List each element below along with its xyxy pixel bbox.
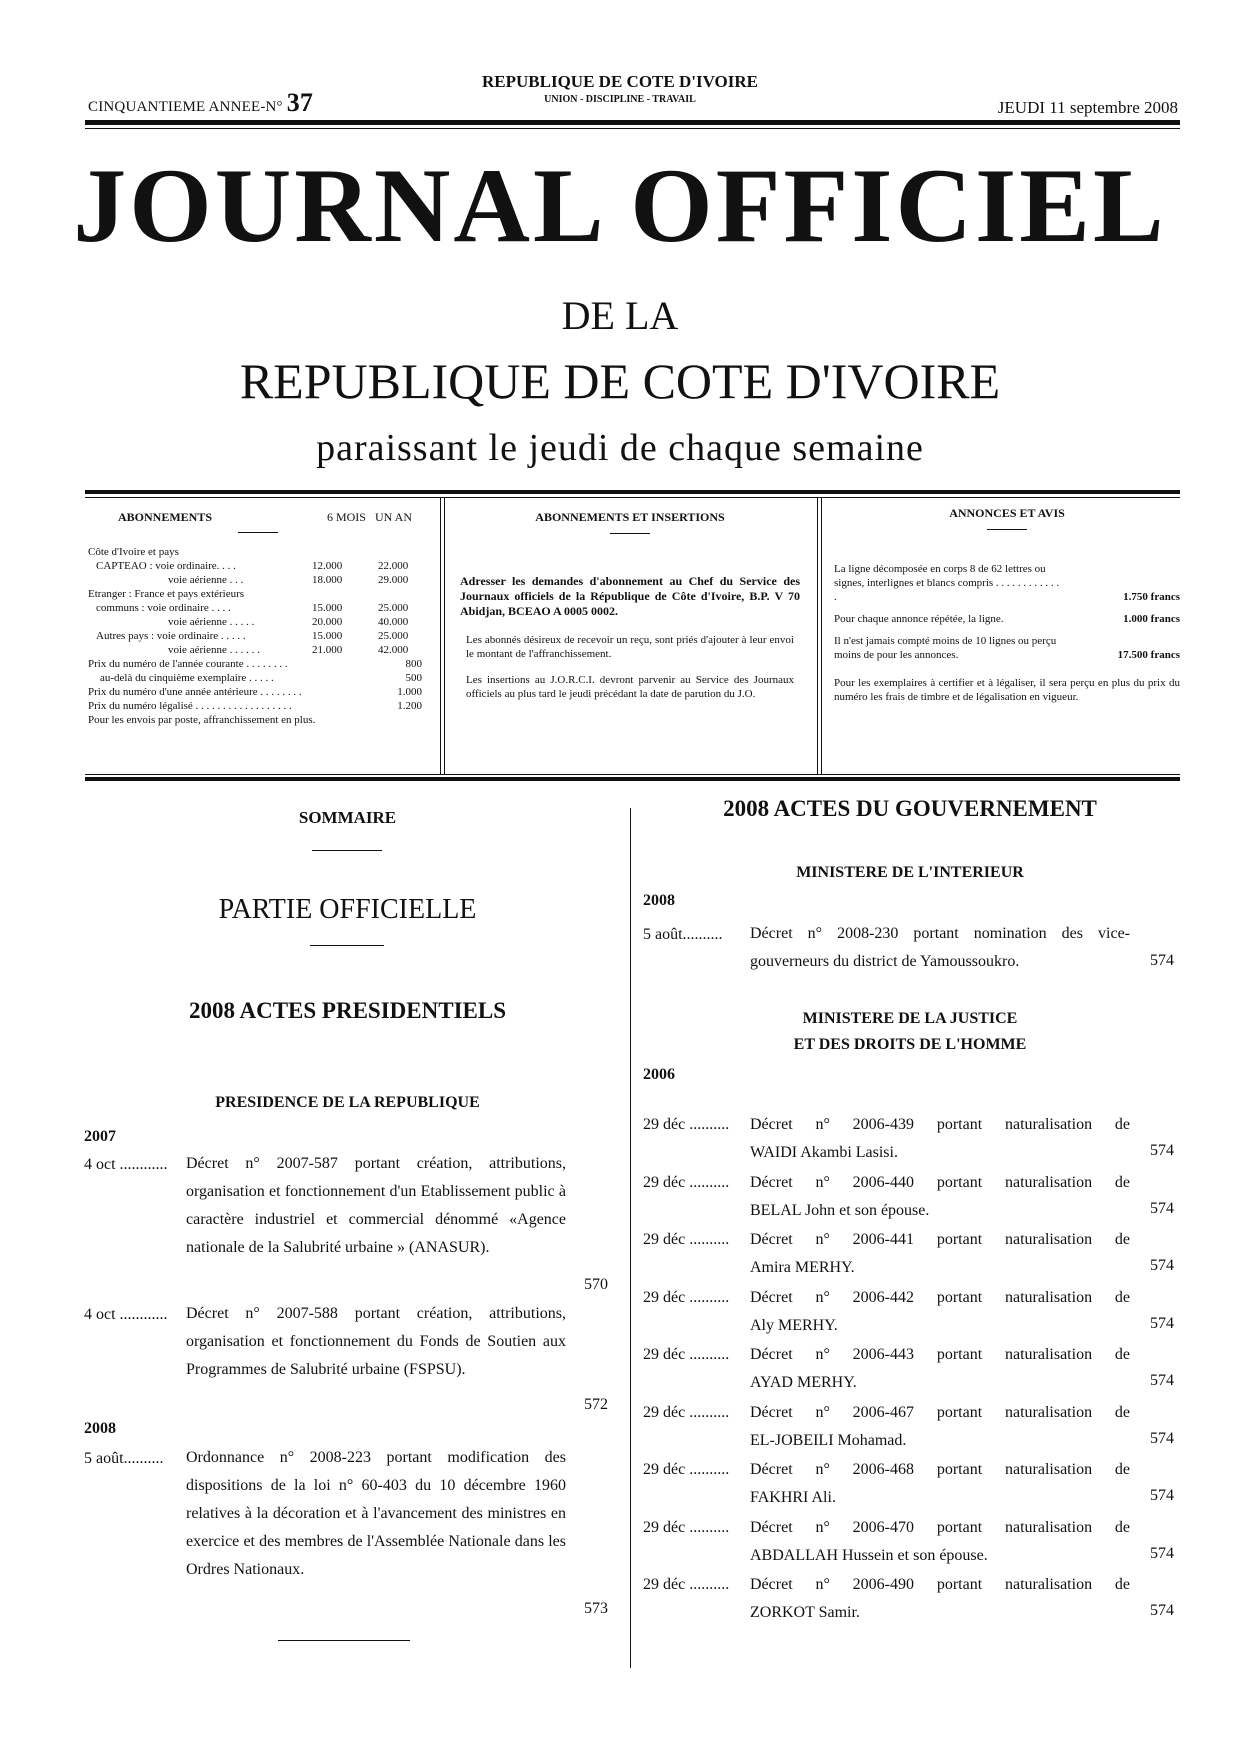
justice-entry-line2: Amira MERHY.: [750, 1259, 855, 1276]
left-entry-1-text: Décret n° 2007-587 portant création, attributions, organisation et fonctionnement d'un Etablissement public à caractère industriel et commercial dénommé «Agence nationale de la Salubrité urbaine » (ANASUR).: [186, 1155, 566, 1256]
justice-entry-page: 574: [1150, 1372, 1174, 1389]
justice-entry-line2: BELAL John et son épouse.: [750, 1201, 930, 1219]
republic-header: REPUBLIQUE DE COTE D'IVOIRE: [482, 72, 758, 91]
justice-entry-date: 29 déc ..........: [643, 1346, 730, 1363]
justice-entry-page: 574: [1150, 1314, 1174, 1332]
price-row: [88, 699, 430, 713]
box-top-rule-thin: [85, 497, 1180, 498]
justice-entry-date: 29 déc ..........: [643, 1403, 730, 1421]
justice-entry-date: 29 déc ..........: [643, 1518, 730, 1536]
annonce-item: [834, 612, 1180, 626]
justice-entry-page: 574: [1150, 1544, 1174, 1562]
justice-entry-line1: Décret n° 2006-467 portant naturalisation de: [750, 1403, 1130, 1421]
year-2008-left: 2008: [84, 1420, 116, 1437]
issue-date: JEUDI 11 septembre 2008: [997, 98, 1178, 117]
box-bottom-rule: [85, 777, 1180, 781]
justice-entry-date: 29 déc ..........: [643, 1116, 730, 1133]
subtitle-de-la: DE LA: [561, 293, 679, 338]
column-divider: [630, 808, 631, 1668]
price-row: [88, 657, 430, 671]
journal-title: JOURNAL OFFICIEL: [73, 147, 1167, 264]
justice-entry-date: 29 déc ..........: [643, 1576, 730, 1593]
justice-entry-page: 574: [1150, 1257, 1174, 1274]
annonce-item-text: La ligne décomposée en corps 8 de 62 lettres ou signes, interlignes et blancs compris . . . . . . . . . . . . .: [834, 563, 1060, 603]
price-row-label: au-delà du cinquième exemplaire . . . . .: [100, 672, 274, 684]
left-entry-3-text: Ordonnance n° 2008-223 portant modification des dispositions de la loi n° 60-403 du 10 décembre 1960 relatives à la décoration et à l'avancement des ministres en exercice et des membres de l'Assemblée Nationale dans les Ordres Nationaux.: [186, 1449, 566, 1578]
box-divider-2b: [821, 498, 822, 774]
insertions-heading: ABONNEMENTS ET INSERTIONS: [535, 510, 725, 524]
justice-entry-page: 574: [1150, 1429, 1174, 1447]
price-row-label: Prix du numéro légalisé . . . . . . . . . . . . . . . . . .: [88, 700, 292, 712]
insertions-p1: Adresser les demandes d'abonnement au Chef du Service des Journaux officiels de la République de Côte d'Ivoire, B.P. V 70 Abidjan, BCEAO A 0005 0002.: [460, 574, 800, 618]
issue-label: [88, 88, 313, 118]
price-row: [88, 671, 430, 685]
subtitle-republic: REPUBLIQUE DE COTE D'IVOIRE: [239, 353, 1001, 409]
annonce-item-price: 17.500 francs: [1117, 649, 1180, 661]
abonnement-row-label: Etranger : France et pays extérieurs: [88, 588, 245, 600]
price-row: [88, 685, 430, 699]
abonnement-row: [88, 573, 430, 587]
price-row-value: 800: [405, 658, 422, 670]
issue-label-text: CINQUANTIEME ANNEE-N°: [88, 99, 283, 115]
left-entry-3-date: 5 août..........: [84, 1450, 164, 1467]
justice-entry-line2: AYAD MERHY.: [750, 1374, 857, 1391]
annonce-item: [834, 634, 1180, 662]
annonce-item-text: Il n'est jamais compté moins de 10 lignes ou perçu moins de pour les annonces.: [834, 635, 1057, 661]
actes-gouvernement-heading: 2008 ACTES DU GOUVERNEMENT: [723, 796, 1097, 821]
abonnement-row: [88, 601, 430, 615]
abonnement-row-year: 25.000: [378, 602, 409, 614]
left-entry-1-date: 4 oct ............: [84, 1156, 168, 1173]
annonce-item-price: 1.750 francs: [1123, 591, 1180, 603]
box-divider-1b: [444, 498, 445, 774]
justice-entry-line1: Décret n° 2006-490 portant naturalisation de: [750, 1576, 1130, 1593]
abonnement-row: [88, 615, 430, 629]
abonnements-rows: [88, 559, 430, 657]
col-6mois: 6 MOIS: [326, 510, 366, 524]
box-divider-1a: [440, 498, 441, 774]
interior-entry-text: Décret n° 2008-230 portant nomination des vice-gouverneurs du district de Yamoussoukro.: [750, 925, 1130, 970]
left-end-rule: [278, 1640, 410, 1641]
annonces-heading: ANNONCES ET AVIS: [949, 506, 1065, 520]
abonnement-row-label: Autres pays : voie ordinaire . . . . .: [96, 630, 246, 642]
abonnement-row-six: 20.000: [312, 616, 343, 628]
abonnement-row-year: 22.000: [378, 560, 409, 572]
abonnement-row-six: 15.000: [312, 602, 343, 614]
col-unan: UN AN: [374, 510, 412, 524]
abonnement-row-six: 15.000: [312, 630, 343, 642]
abonnement-row-label: voie aérienne . . . . .: [168, 616, 255, 628]
ministry-interieur: MINISTERE DE L'INTERIEUR: [796, 864, 1024, 881]
insertions-heading-rule: [610, 533, 650, 534]
justice-entry-line1: Décret n° 2006-442 portant naturalisation de: [750, 1288, 1130, 1306]
abonnement-row-six: 21.000: [312, 644, 343, 656]
abonnement-row-year: 42.000: [378, 644, 409, 656]
justice-entry-line2: FAKHRI Ali.: [750, 1489, 836, 1506]
justice-entry-line2: ABDALLAH Hussein et son épouse.: [750, 1546, 988, 1564]
region-label: Côte d'Ivoire et pays: [88, 546, 179, 558]
abonnement-row: [88, 559, 430, 573]
sommaire-heading: SOMMAIRE: [298, 808, 397, 827]
justice-entry-date: 29 déc ..........: [643, 1173, 730, 1191]
abonnement-row-year: [378, 587, 422, 601]
postage-note: Pour les envois par poste, affranchissement en plus.: [88, 714, 316, 726]
interior-entry-date: 5 août..........: [643, 926, 723, 943]
abonnements-heading-rule: [238, 532, 278, 533]
abonnement-row-six: 12.000: [312, 560, 343, 572]
justice-entry-line1: Décret n° 2006-470 portant naturalisation de: [750, 1518, 1130, 1536]
presidence-heading: PRESIDENCE DE LA REPUBLIQUE: [215, 1094, 480, 1111]
insertions-p3: Les insertions au J.O.R.C.I. devront parvenir au Service des Journaux officiels au plus tard le jeudi précédant la date de parution du J.O.: [466, 674, 794, 700]
year-2006: 2006: [643, 1066, 675, 1083]
justice-entry-page: 574: [1150, 1142, 1174, 1159]
justice-entry-line1: Décret n° 2006-441 portant naturalisation de: [750, 1231, 1130, 1248]
abonnement-row-year: 25.000: [378, 630, 409, 642]
abonnements-prices: [88, 657, 430, 713]
justice-entry-line1: Décret n° 2006-440 portant naturalisation de: [750, 1173, 1130, 1191]
abonnement-row-label: communs : voie ordinaire . . . .: [96, 602, 231, 614]
abonnement-row-label: CAPTEAO : voie ordinaire. . . .: [96, 560, 236, 572]
justice-entry-line1: Décret n° 2006-468 portant naturalisation de: [750, 1461, 1130, 1478]
price-row-value: 1.000: [397, 686, 422, 698]
justice-entry-line2: ZORKOT Samir.: [750, 1604, 860, 1621]
ministry-justice-1: MINISTERE DE LA JUSTICE: [802, 1010, 1018, 1027]
justice-entry-date: 29 déc ..........: [643, 1231, 730, 1248]
annonce-item-text: Pour chaque annonce répétée, la ligne.: [834, 613, 1004, 625]
abonnement-row-label: voie aérienne . . . . . .: [168, 644, 260, 656]
justice-entry-page: 574: [1150, 1487, 1174, 1504]
annonces-note: Pour les exemplaires à certifier et à légaliser, il sera perçu en plus du prix du numéro les frais de timbre et de légalisation en vigueur.: [834, 677, 1180, 703]
motto: UNION - DISCIPLINE - TRAVAIL: [544, 94, 696, 105]
left-entry-2-text: Décret n° 2007-588 portant création, attributions, organisation et fonctionnement du Fonds de Soutien aux Programmes de Salubrité urbaine (FSPSU).: [186, 1305, 566, 1378]
year-2007: 2007: [84, 1128, 116, 1145]
top-rule-thin: [85, 128, 1180, 129]
justice-entry-page: 574: [1150, 1602, 1174, 1619]
justice-entry-line2: WAIDI Akambi Lasisi.: [750, 1144, 898, 1161]
abonnement-row: [88, 629, 430, 643]
abonnement-row-six: [312, 587, 356, 601]
tagline: paraissant le jeudi de chaque semaine: [316, 427, 924, 469]
top-rule: [85, 120, 1180, 125]
ministry-justice-2: ET DES DROITS DE L'HOMME: [793, 1036, 1027, 1053]
price-row-label: Prix du numéro de l'année courante . . . . . . . .: [88, 658, 288, 670]
justice-entry-line1: Décret n° 2006-439 portant naturalisation de: [750, 1116, 1130, 1133]
left-entry-1-page: 570: [584, 1276, 608, 1293]
annonces-block: [834, 506, 1180, 704]
justice-entry-date: 29 déc ..........: [643, 1288, 730, 1306]
box-top-rule: [85, 490, 1180, 494]
insertions-p2: Les abonnés désireux de recevoir un reçu, sont priés d'ajouter à leur envoi le montant de l'affranchissement.: [466, 634, 794, 660]
justice-entry-line2: Aly MERHY.: [750, 1316, 838, 1334]
justice-entry-line1: Décret n° 2006-443 portant naturalisation de: [750, 1346, 1130, 1363]
abonnement-row-six: 18.000: [312, 574, 343, 586]
abonnements-heading: ABONNEMENTS: [118, 510, 213, 524]
price-row-label: Prix du numéro d'une année antérieure . . . . . . . .: [88, 686, 302, 698]
interior-entry-page: 574: [1150, 952, 1174, 969]
annonces-items: [834, 562, 1180, 662]
price-row-value: 1.200: [397, 700, 422, 712]
abonnement-row-label: voie aérienne . . .: [168, 574, 244, 586]
insertions-block: [460, 510, 800, 701]
annonces-heading-rule: [987, 529, 1027, 530]
left-entry-2-date: 4 oct ............: [84, 1306, 168, 1323]
issue-number: 37: [286, 88, 314, 117]
annonce-item: [834, 562, 1180, 604]
sommaire-rule: [312, 850, 382, 851]
left-entry-3-page: 573: [584, 1600, 608, 1617]
abonnements-block: [88, 510, 430, 727]
box-bottom-rule-thin: [85, 774, 1180, 775]
abonnement-row: [88, 587, 430, 601]
annonce-item-price: 1.000 francs: [1123, 613, 1180, 625]
justice-entry-page: 574: [1150, 1199, 1174, 1217]
justice-entry-line2: EL-JOBEILI Mohamad.: [750, 1431, 907, 1449]
box-divider-2a: [817, 498, 818, 774]
justice-entry-date: 29 déc ..........: [643, 1461, 730, 1478]
price-row-value: 500: [405, 672, 422, 684]
abonnement-row-year: 40.000: [378, 616, 409, 628]
actes-presidentiels-text: 2008 ACTES PRESIDENTIELS: [189, 998, 506, 1023]
partie-officielle: PARTIE OFFICIELLE: [218, 894, 477, 925]
partie-rule: [310, 945, 384, 946]
left-entry-2-page: 572: [584, 1396, 608, 1413]
abonnement-row: [88, 643, 430, 657]
actes-presidentiels-heading: [85, 998, 610, 1024]
year-2008-right: 2008: [643, 892, 675, 909]
abonnement-row-year: 29.000: [378, 574, 409, 586]
